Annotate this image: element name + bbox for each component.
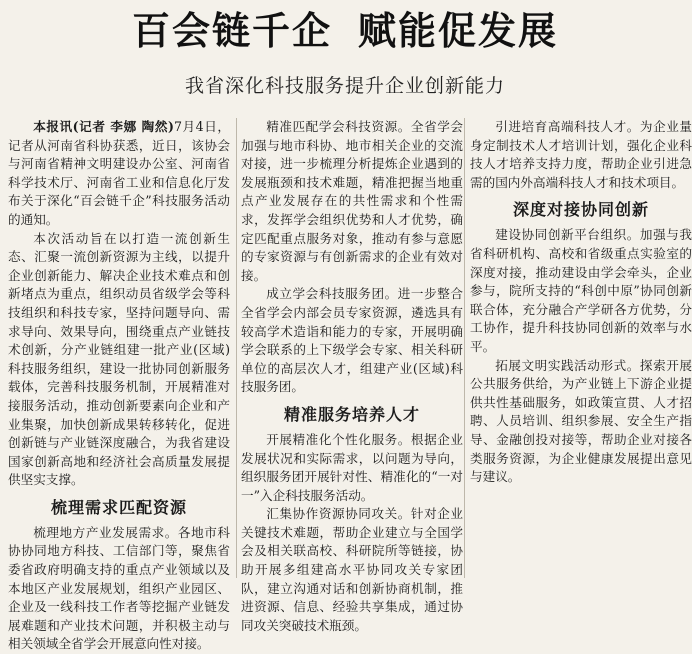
headline-part-2: 赋能促发展 bbox=[358, 9, 559, 53]
article-column-2 bbox=[241, 118, 463, 633]
article-column-1 bbox=[8, 118, 231, 652]
headline-part-1: 百会链千企 bbox=[131, 9, 332, 53]
body-paragraph: 梳理地方产业发展需求。各地市科协协同地方科技、工信部门等，聚焦省委省政府明确支持的重点产业领域以及本地区产业发展规划，组织产业园区、企业及一线科技工作者等挖掘产业链发展难题和产业技术问题，并积极主动与相关领域全省学会开展意向性对接。 bbox=[8, 524, 230, 652]
body-paragraph: 汇集协作资源协同攻关。针对企业关键技术难题，帮助企业建立与全国学会及相关联高校、科研院所等链接，协助开展多组建高水平协同攻关专家团队，建立沟通对话和创新协商机制，推进资源、信息、经验共享集成，通过协同攻关突破技术瓶颈。 bbox=[241, 506, 463, 633]
body-paragraph: 成立学会科技服务团。进一步整合全省学会内部会员专家资源，遴选具有较高学术造诣和能力的专家，开展明确学会联系的上下级学会专家、相关科研单位的高层次人才，组建产业(区域)科技服务团。 bbox=[241, 286, 463, 395]
column-divider bbox=[236, 118, 237, 578]
subheadline: 我省深化科技服务提升企业创新能力 bbox=[184, 75, 505, 97]
article-column-3 bbox=[470, 118, 692, 578]
section-heading: 深度对接协同创新 bbox=[512, 200, 649, 220]
body-paragraph: 拓展文明实践活动形式。探索开展公共服务供给，为产业链上下游企业提供共性基础服务，如政策宣贯、人才招聘、人员培训、组织参展、安全生产指导、金融创投对接等，帮助企业对接各类服务资源，为企业健康发展提出意见与建议。 bbox=[470, 357, 692, 485]
body-paragraph: 引进培育高端科技人才。为企业量身定制技术人才培训计划，强化企业科技人才培养支持力度，帮助企业引进急需的国内外高端科技人才和技术项目。 bbox=[470, 119, 692, 190]
body-paragraph: 开展精准化个性化服务。根据企业发展状况和实际需求，以问题为导向，组织服务团开展针对性、精准化的“一对一”入企科技服务活动。 bbox=[241, 431, 463, 503]
column-divider bbox=[464, 118, 465, 578]
headline bbox=[0, 6, 690, 56]
body-paragraph: 建设协同创新平台组织。加强与我省科研机构、高校和省级重点实验室的深度对接，推动建设由学会牵头，企业参与，院所支持的“科创中原”协同创新联合体，充分融合产学研各方优势，分工协作，提升科技协同创新的效率与水平。 bbox=[470, 227, 692, 354]
section-heading: 梳理需求匹配资源 bbox=[50, 497, 187, 517]
body-paragraph: 精准匹配学会科技资源。全省学会加强与地市科协、地市相关企业的交流对接，进一步梳理分析提炼企业遇到的发展瓶颈和技术难题，精准把握当地重点产业发展存在的共性需求和个性需求，发挥学会组织优势和人才优势，确定匹配重点服务对象，推动有参与意愿的专家资源与有创新需求的企业有效对接。 bbox=[241, 119, 463, 283]
body-paragraph: 本次活动旨在以打造一流创新生态、汇聚一流创新资源为主线，以提升企业创新能力、解决企业技术难点和创新堵点为重点，组织动员省级学会等科技组织和科技专家，坚持问题导向、需求导向、效果导向，围绕重点产业链技术创新，分产业链组建一批产业(区域)科技服务组织，建设一批协同创新服务载体，完善科技服务机制，开展精准对接服务活动，推动创新要素向企业和产业集聚，加快创新成果转移转化，促进创新链与产业链深度融合，为我省建设国家创新高地和经济社会高质量发展提供坚实支撑。 bbox=[8, 230, 230, 488]
section-heading: 精准服务培养人才 bbox=[283, 404, 420, 424]
byline: 本报讯(记者 李娜 陶然) bbox=[33, 119, 174, 134]
lead-paragraph bbox=[8, 118, 230, 230]
lead-text: 7月4日，记者从河南省科协获悉，近日，该协会与河南省精神文明建设办公室、河南省科学技术厅、河南省工业和信息化厅发布关于深化“百会链千企”科技服务活动的通知。 bbox=[8, 119, 231, 227]
